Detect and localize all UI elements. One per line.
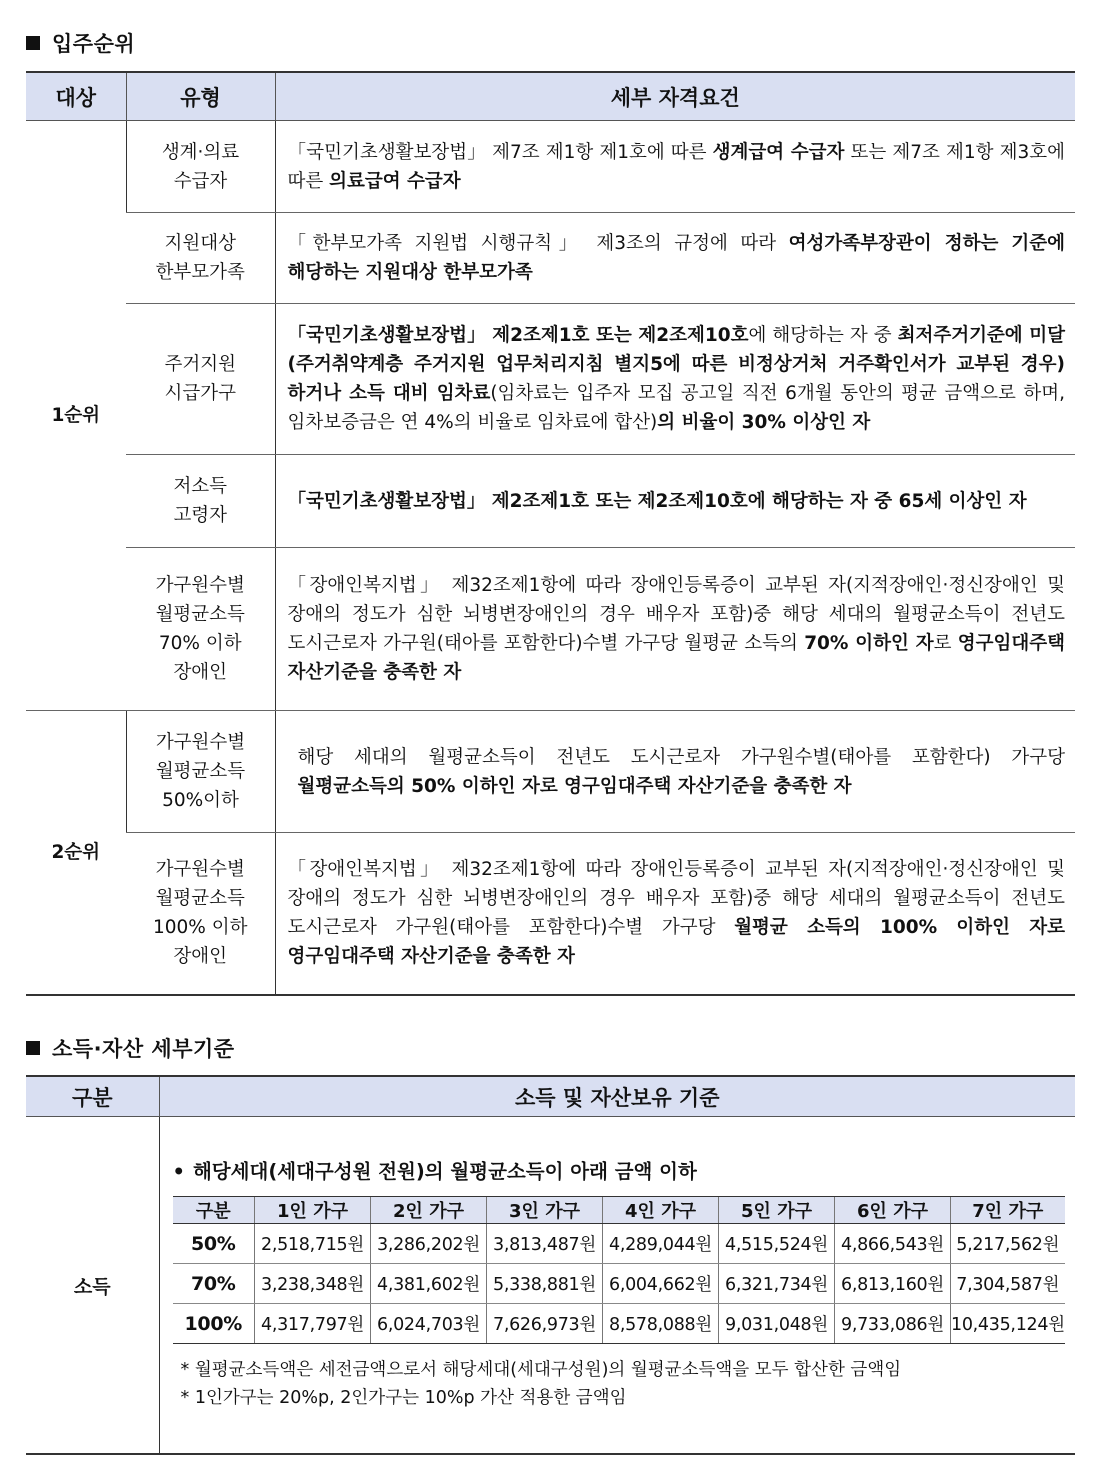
income-percent-label: 70% [173, 1264, 255, 1304]
type-line: 한부모가족 [155, 262, 245, 283]
income-header: 4인 가구 [603, 1197, 719, 1224]
bold-text-segment: 「국민기초생활보장법」 제2조제1호 또는 제2조제10호에 해당하는 자 중 65세 이상인 자 [287, 490, 1027, 512]
income-header-row [173, 1197, 1065, 1224]
text-segment: 해당 세대의 월평균소득이 전년도 도시근로자 가구원수별(태아를 포함한다) 가구당 [297, 746, 1065, 768]
type-line: 가구원수별 [155, 575, 245, 596]
income-header: 3인 가구 [487, 1197, 603, 1224]
bold-text-segment: 70% 이하인 자 [804, 633, 934, 654]
income-row [173, 1264, 1065, 1304]
income-amount-cell: 4,289,044원 [603, 1224, 719, 1264]
row-type [126, 455, 275, 548]
income-amount-cell: 3,286,202원 [371, 1224, 487, 1264]
income-asset-table [26, 1075, 1075, 1455]
table-row [26, 1117, 1075, 1455]
table-row [26, 711, 1075, 833]
income-amount-cell: 6,004,662원 [603, 1264, 719, 1304]
text-segment: 「장애인복지법」 제32조제1항에 따라 장애인등록증이 교부된 자(지적장애인·정신장애인 및 장애의 정도가 심한 뇌병변장애인의 경우 배우자 포함)중 해당 세대의 월평균소득이 전년도 도시근로자 가구원(태아를 포함한다)수별 가구당 [287, 859, 1065, 939]
header-category: 구분 [26, 1076, 159, 1117]
header-target: 대상 [26, 72, 126, 121]
type-line: 가구원수별 [155, 859, 245, 881]
type-line: 100% 이하 [152, 917, 248, 939]
income-header: 7인 가구 [951, 1197, 1065, 1224]
bold-text-segment: 영구임대주택 자산기준을 충족한 자 [287, 633, 1065, 683]
category-income: 소득 [26, 1117, 159, 1455]
type-line: 50%이하 [162, 790, 239, 811]
income-amount-cell: 6,813,160원 [835, 1264, 951, 1304]
header-criteria: 소득 및 자산보유 기준 [159, 1076, 1075, 1117]
table-row [26, 455, 1075, 548]
income-amount-cell: 9,031,048원 [719, 1304, 835, 1344]
type-line: 장애인 [173, 946, 228, 968]
income-row [173, 1304, 1065, 1344]
type-line: 월평균소득 [155, 761, 246, 782]
row-description [275, 121, 1075, 213]
type-line: 수급자 [173, 170, 228, 192]
row-description [275, 548, 1075, 711]
asset-header-row [26, 1076, 1075, 1117]
table-row [26, 833, 1075, 995]
row-description [275, 304, 1075, 455]
bold-text-segment: 의 비율이 30% 이상인 자 [657, 412, 871, 433]
bold-text-segment: 의료급여 수급자 [329, 170, 461, 192]
row-type [126, 121, 275, 213]
income-amount-cell: 6,321,734원 [719, 1264, 835, 1304]
text-segment: (임차료는 입주자 모집 공고일 직전 6개월 동안의 평균 금액으로 하며, 임차보증금은 연 4%의 비율로 임차료에 합산) [287, 383, 1065, 433]
type-line: 가구원수별 [155, 732, 246, 753]
income-percent-label: 50% [173, 1224, 255, 1264]
row-description [275, 455, 1075, 548]
income-amount-cell: 3,813,487원 [487, 1224, 603, 1264]
income-amount-cell: 4,381,602원 [371, 1264, 487, 1304]
rank-1-label: 1순위 [26, 121, 126, 711]
text-segment: 또는 제7조 제1항 제3호에 따른 [287, 141, 1065, 192]
type-line: 시급가구 [164, 383, 236, 404]
row-description [275, 833, 1075, 995]
bold-text-segment: 최저주거기준에 미달(주거취약계층 주거지원 업무처리지침 별지5에 따른 비정상거처 거주확인서가 교부된 경우)하거나 소득 대비 임차료 [287, 325, 1065, 404]
text-segment: 「장애인복지법」 제32조제1항에 따라 장애인등록증이 교부된 자(지적장애인·정신장애인 및 장애의 정도가 심한 뇌병변장애인의 경우 배우자 포함)중 해당 세대의 월평균소득이 전년도 도시근로자 가구원(태아를 포함한다)수별 가구당 월평균 소득의 [287, 575, 1065, 654]
income-threshold-table [173, 1196, 1065, 1344]
bold-text-segment: 월평균소득의 50% 이하인 자로 영구임대주택 자산기준을 충족한 자 [297, 775, 852, 797]
income-criteria-cell [159, 1117, 1075, 1455]
income-amount-cell: 4,317,797원 [255, 1304, 371, 1344]
type-line: 주거지원 [164, 354, 236, 375]
section-title-priority: 입주순위 [26, 28, 135, 58]
income-amount-cell: 5,217,562원 [951, 1224, 1065, 1264]
row-type [126, 833, 275, 995]
type-line: 70% 이하 [158, 633, 242, 654]
type-line: 월평균소득 [155, 604, 245, 625]
row-description [275, 711, 1075, 833]
income-amount-cell: 7,304,587원 [951, 1264, 1065, 1304]
row-type [126, 548, 275, 711]
text-segment: 「한부모가족 지원법 시행규칙」 제3조의 규정에 따라 [287, 233, 789, 254]
income-header: 5인 가구 [719, 1197, 835, 1224]
square-bullet-icon [26, 36, 40, 50]
income-header: 1인 가구 [255, 1197, 371, 1224]
income-amount-cell: 4,515,524원 [719, 1224, 835, 1264]
square-bullet-icon [26, 1041, 40, 1055]
income-row [173, 1224, 1065, 1264]
table-row [26, 121, 1075, 213]
income-amount-cell: 6,024,703원 [371, 1304, 487, 1344]
bold-text-segment: 「국민기초생활보장법」 제2조제1호 또는 제2조제10호 [287, 325, 749, 346]
table-row [26, 304, 1075, 455]
bold-text-segment: 여성가족부장관이 정하는 기준에 해당하는 지원대상 한부모가족 [287, 233, 1065, 283]
text-segment: 에 해당하는 자 중 [748, 325, 898, 346]
income-amount-cell: 3,238,348원 [255, 1264, 371, 1304]
income-amount-cell: 2,518,715원 [255, 1224, 371, 1264]
row-type [126, 213, 275, 304]
priority-header-row [26, 72, 1075, 121]
income-amount-cell: 8,578,088원 [603, 1304, 719, 1344]
income-header: 2인 가구 [371, 1197, 487, 1224]
type-line: 장애인 [173, 662, 228, 683]
type-line: 고령자 [173, 505, 228, 526]
table-row [26, 213, 1075, 304]
note-line: * 월평균소득액은 세전금액으로서 해당세대(세대구성원)의 월평균소득액을 모두 합산한 금액임 [180, 1360, 902, 1380]
text-segment: 로 [933, 633, 958, 654]
priority-table [26, 71, 1075, 996]
note-line: * 1인가구는 20%p, 2인가구는 10%p 가산 적용한 금액임 [180, 1388, 627, 1408]
row-type [126, 304, 275, 455]
bullet-dot-icon: • [172, 1160, 185, 1183]
type-line: 지원대상 [164, 233, 236, 254]
income-header: 구분 [173, 1197, 255, 1224]
section-title-income-asset: 소득·자산 세부기준 [26, 1033, 235, 1063]
income-amount-cell: 5,338,881원 [487, 1264, 603, 1304]
type-line: 저소득 [173, 476, 228, 497]
income-bullet: • 해당세대(세대구성원 전원)의 월평균소득이 아래 금액 이하 [172, 1160, 697, 1183]
header-type: 유형 [126, 72, 275, 121]
bold-text-segment: 월평균 소득의 100% 이하인 자로 영구임대주택 자산기준을 충족한 자 [287, 917, 1065, 968]
income-amount-cell: 7,626,973원 [487, 1304, 603, 1344]
income-percent-label: 100% [173, 1304, 255, 1344]
income-amount-cell: 9,733,086원 [835, 1304, 951, 1344]
income-amount-cell: 10,435,124원 [951, 1304, 1065, 1344]
header-requirements: 세부 자격요건 [275, 72, 1075, 121]
type-line: 월평균소득 [155, 888, 245, 910]
bold-text-segment: 생계급여 수급자 [712, 141, 845, 163]
income-notes [161, 1356, 1075, 1452]
type-line: 생계·의료 [161, 141, 240, 163]
income-header: 6인 가구 [835, 1197, 951, 1224]
income-amount-cell: 4,866,543원 [835, 1224, 951, 1264]
rank-2-label: 2순위 [26, 711, 126, 995]
row-type [126, 711, 275, 833]
row-description [275, 213, 1075, 304]
text-segment: 「국민기초생활보장법」 제7조 제1항 제1호에 따른 [287, 141, 713, 163]
table-row [26, 548, 1075, 711]
